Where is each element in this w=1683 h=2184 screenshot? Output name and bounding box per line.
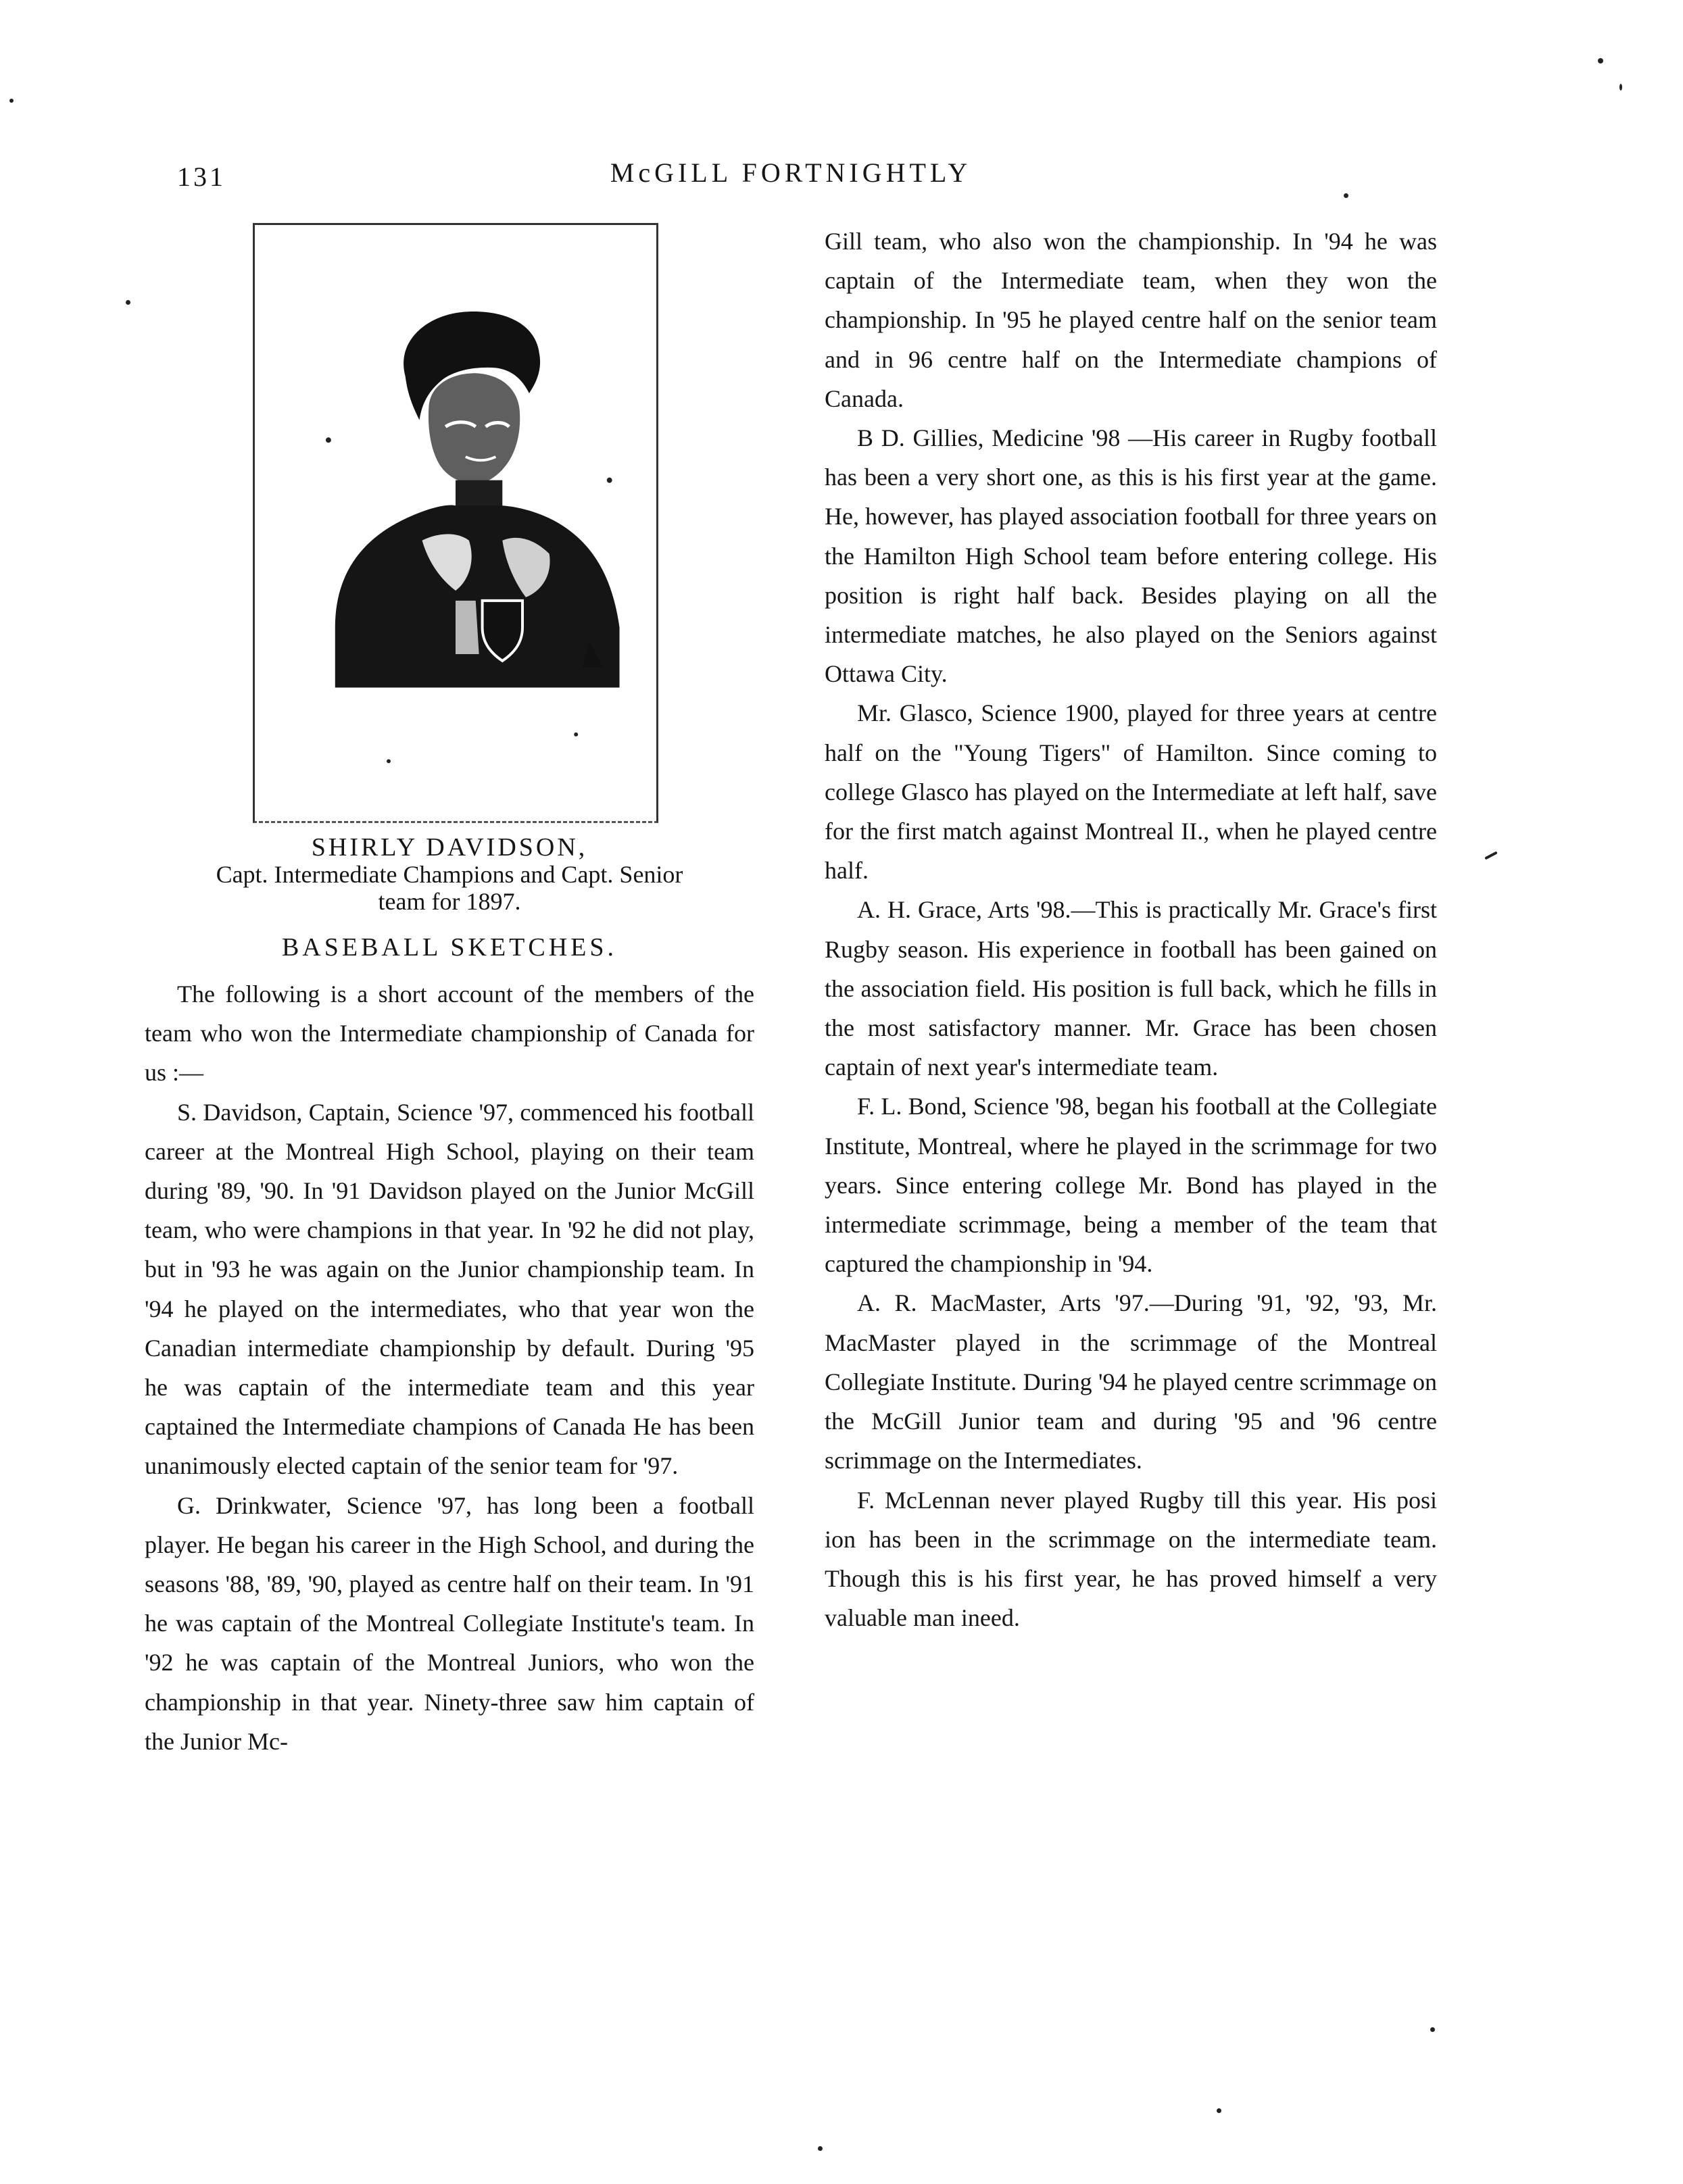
section-heading: BASEBALL SKETCHES. <box>281 933 618 962</box>
scan-speck <box>1217 2108 1221 2113</box>
scan-speck <box>9 99 14 103</box>
paragraph: F. McLennan never played Rugby till this year. His posi ion has been in the scrimmage on the intermediate team. Though this is his first year, he has proved himself a very valuable man ineed. <box>825 1486 1437 1632</box>
paragraph: Gill team, who also won the championship. In '94 he was captain of the Intermediate team, when they won the championship. In '95 he played centre half on the senior team and in 96 centre half on the Intermediate champions of Canada. <box>825 228 1437 412</box>
portrait-caption <box>145 834 754 915</box>
paragraph: B D. Gillies, Medicine '98 —His career in Rugby football has been a very short one, as this is his first year at the game. He, however, has played association football for three years on the Hamilton High School team before entering college. His position is right half back. Besides playing on all the intermediate matches, he also played on the Seniors against Ottawa City. <box>825 424 1437 688</box>
left-column <box>145 223 754 1761</box>
portrait-photo <box>253 223 658 823</box>
right-column <box>825 222 1437 1637</box>
paragraph: Mr. Glasco, Science 1900, played for three years at centre half on the "Young Tigers" of Hamilton. Since coming to college Glasco has played on the Intermediate at left half, save for the first match against Montreal II., when he played centre half. <box>825 699 1437 885</box>
running-head: McGILL FORTNIGHTLY <box>610 157 972 188</box>
scan-speck <box>1484 851 1498 860</box>
caption-line: Capt. Intermediate Champions and Capt. Senior <box>216 861 683 888</box>
paragraph: A. H. Grace, Arts '98.—This is practically Mr. Grace's first Rugby season. His experience in football has been gained on the association field. His position is full back, which he fills in the most satisfactory manner. Mr. Grace has been chosen captain of next year's intermediate team. <box>825 896 1437 1081</box>
caption-name: SHIRLY DAVIDSON, <box>311 833 588 862</box>
page-number: 131 <box>177 162 226 192</box>
scan-speck <box>1344 193 1348 198</box>
scan-speck <box>1430 2027 1435 2032</box>
scan-speck <box>1598 58 1603 64</box>
scan-speck <box>126 300 130 305</box>
paragraph: G. Drinkwater, Science '97, has long been a football player. He began his career in the High School, and during the seasons '88, '89, '90, played as centre half on their team. In '91 he was captain of the Montreal Collegiate Institute's team. In '92 he was captain of the Montreal Juniors, who won the championship in that year. Ninety-three saw him captain of the Junior Mc- <box>145 1491 754 1755</box>
scan-speck <box>1619 84 1622 91</box>
paragraph: A. R. MacMaster, Arts '97.—During '91, '92, '93, Mr. MacMaster played in the scrimmage of the Montreal Collegiate Institute. During '94 he played centre scrimmage on the McGill Junior team and during '95 and '96 centre scrimmage on the Intermediates. <box>825 1289 1437 1474</box>
scan-speck <box>818 2146 823 2151</box>
paragraph: S. Davidson, Captain, Science '97, commenced his football career at the Montreal High School, playing on their team during '89, '90. In '91 Davidson played on the Junior McGill team, who were champions in that year. In '92 he did not play, but in '93 he was again on the Junior championship team. In '94 he played on the intermediates, who that year won the Canadian intermediate championship by default. During '95 he was captain of the intermediate team and this year captained the Intermediate champions of Canada He has been unanimously elected captain of the senior team for '97. <box>145 1098 754 1480</box>
paragraph: The following is a short account of the members of the team who won the Intermediate championship of Canada for us :— <box>145 981 754 1087</box>
portrait-figure-icon <box>255 225 656 821</box>
paragraph: F. L. Bond, Science '98, began his football at the Collegiate Institute, Montreal, where he played in the scrimmage for two years. Since entering college Mr. Bond has played in the intermediate scrimmage, being a member of the team that captured the championship in '94. <box>825 1093 1437 1278</box>
caption-line: team for 1897. <box>378 888 521 915</box>
